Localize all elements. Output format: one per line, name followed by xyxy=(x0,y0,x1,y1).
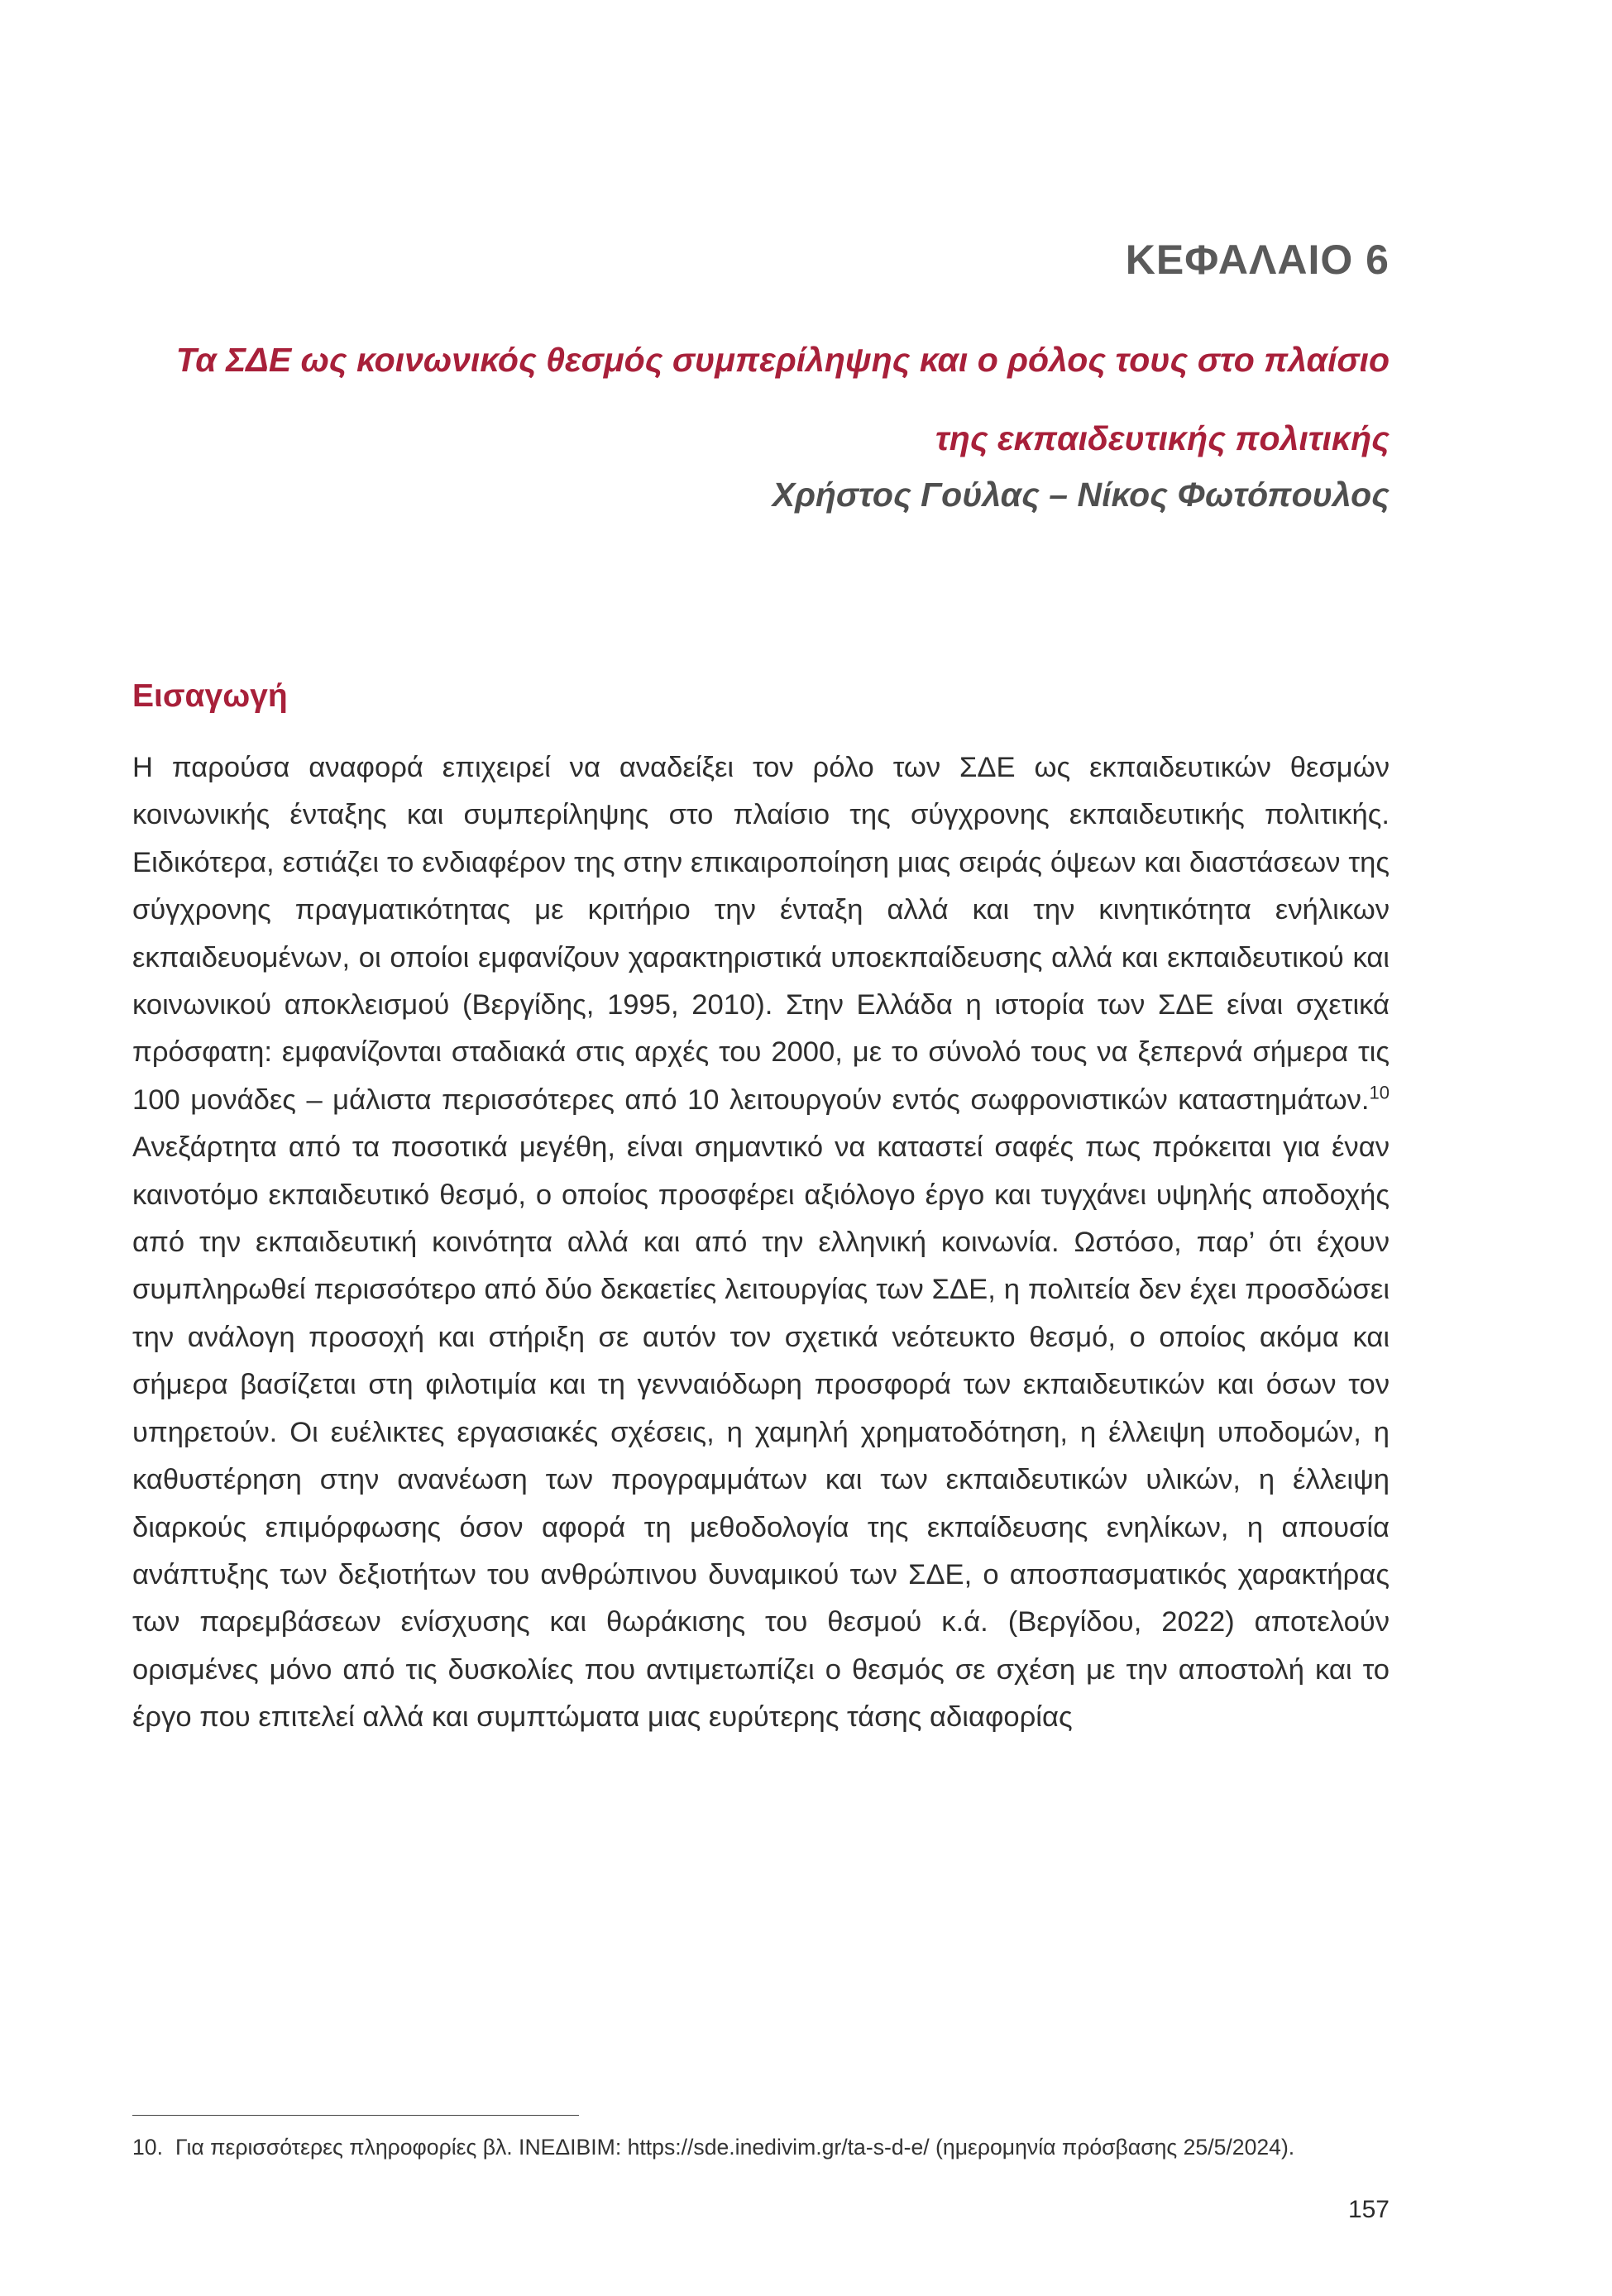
footnote xyxy=(132,2131,1390,2163)
footnote-divider xyxy=(132,2115,579,2116)
footnote-reference[interactable]: 10 xyxy=(1369,1082,1390,1103)
chapter-label: ΚΕΦΑΛΑΙΟ 6 xyxy=(1125,237,1390,283)
paragraph-text-part-1: Η παρούσα αναφορά επιχειρεί να αναδείξει τον ρόλο των ΣΔΕ ως εκπαιδευτικών θεσμών κοινωνικής ένταξης και συμπερίληψης στο πλαίσιο της σύγχρονης εκπαιδευτικής πολιτικής. Ειδικότερα, εστιάζει το ενδιαφέρον της στην επικαιροποίηση μιας σειράς όψεων και διαστάσεων της σύγχρονης πραγματικότητας με κριτήριο την ένταξη αλλά και την κινητικότητα ενήλικων εκπαιδευομένων, οι οποίοι εμφανίζουν χαρακτηριστικά υποεκπαίδευσης αλλά και εκπαιδευτικού και κοινωνικού αποκλεισμού (Βεργίδης, 1995, 2010). Στην Ελλάδα η ιστορία των ΣΔΕ είναι σχετικά πρόσφατη: εμφανίζονται σταδιακά στις αρχές του 2000, με το σύνολό τους να ξεπερνά σήμερα τις 100 μονάδες – μάλιστα περισσότερες από 10 λειτουργούν εντός σωφρονιστικών καταστημάτων. xyxy=(132,752,1390,1116)
footnote-text: Για περισσότερες πληροφορίες βλ. ΙΝΕΔΙΒΙΜ: https://sde.inedivim.gr/ta-s-d-e/ (ημερομηνία πρόσβασης 25/5/2024). xyxy=(175,2135,1295,2160)
paragraph-text-part-2: Ανεξάρτητα από τα ποσοτικά μεγέθη, είναι σημαντικό να καταστεί σαφές πως πρόκειται για έναν καινοτόμο εκπαιδευτικό θεσμό, ο οποίος προσφέρει αξιόλογο έργο και τυγχάνει υψηλής αποδοχής από την εκπαιδευτική κοινότητα αλλά και από την ελληνική κοινωνία. Ωστόσο, παρ’ ότι έχουν συμπληρωθεί περισσότερο από δύο δεκαετίες λειτουργίας των ΣΔΕ, η πολιτεία δεν έχει προσδώσει την ανάλογη προσοχή και στήριξη σε αυτόν τον σχετικά νεότευκτο θεσμό, ο οποίος ακόμα και σήμερα βασίζεται στη φιλοτιμία και τη γενναιόδωρη προσφορά των εκπαιδευτικών και όσων τον υπηρετούν. Οι ευέλικτες εργασιακές σχέσεις, η χαμηλή χρηματοδότηση, η έλλειψη υποδομών, η καθυστέρηση στην ανανέωση των προγραμμάτων και των εκπαιδευτικών υλικών, η έλλειψη διαρκούς επιμόρφωσης όσον αφορά τη μεθοδολογία της εκπαίδευσης ενηλίκων, η απουσία ανάπτυξης των δεξιοτήτων του ανθρώπινου δυναμικού των ΣΔΕ, ο αποσπασματικός χαρακτήρας των παρεμβάσεων ενίσχυσης και θωράκισης του θεσμού κ.ά. (Βεργίδου, 2022) αποτελούν ορισμένες μόνο από τις δυσκολίες που αντιμετωπίζει ο θεσμός σε σχέση με την αποστολή και το έργο που επιτελεί αλλά και συμπτώματα μιας ευρύτερης τάσης αδιαφορίας xyxy=(132,1131,1390,1734)
chapter-authors: Χρήστος Γούλας – Νίκος Φωτόπουλος xyxy=(772,476,1390,514)
chapter-title: Τα ΣΔΕ ως κοινωνικός θεσμός συμπερίληψης και ο ρόλος τους στο πλαίσιο της εκπαιδευτικής πολιτικής xyxy=(175,341,1390,457)
page-number: 157 xyxy=(1347,2196,1390,2223)
footnote-number: 10. xyxy=(132,2135,163,2160)
body-paragraph xyxy=(132,744,1390,1742)
section-heading: Εισαγωγή xyxy=(132,678,288,714)
